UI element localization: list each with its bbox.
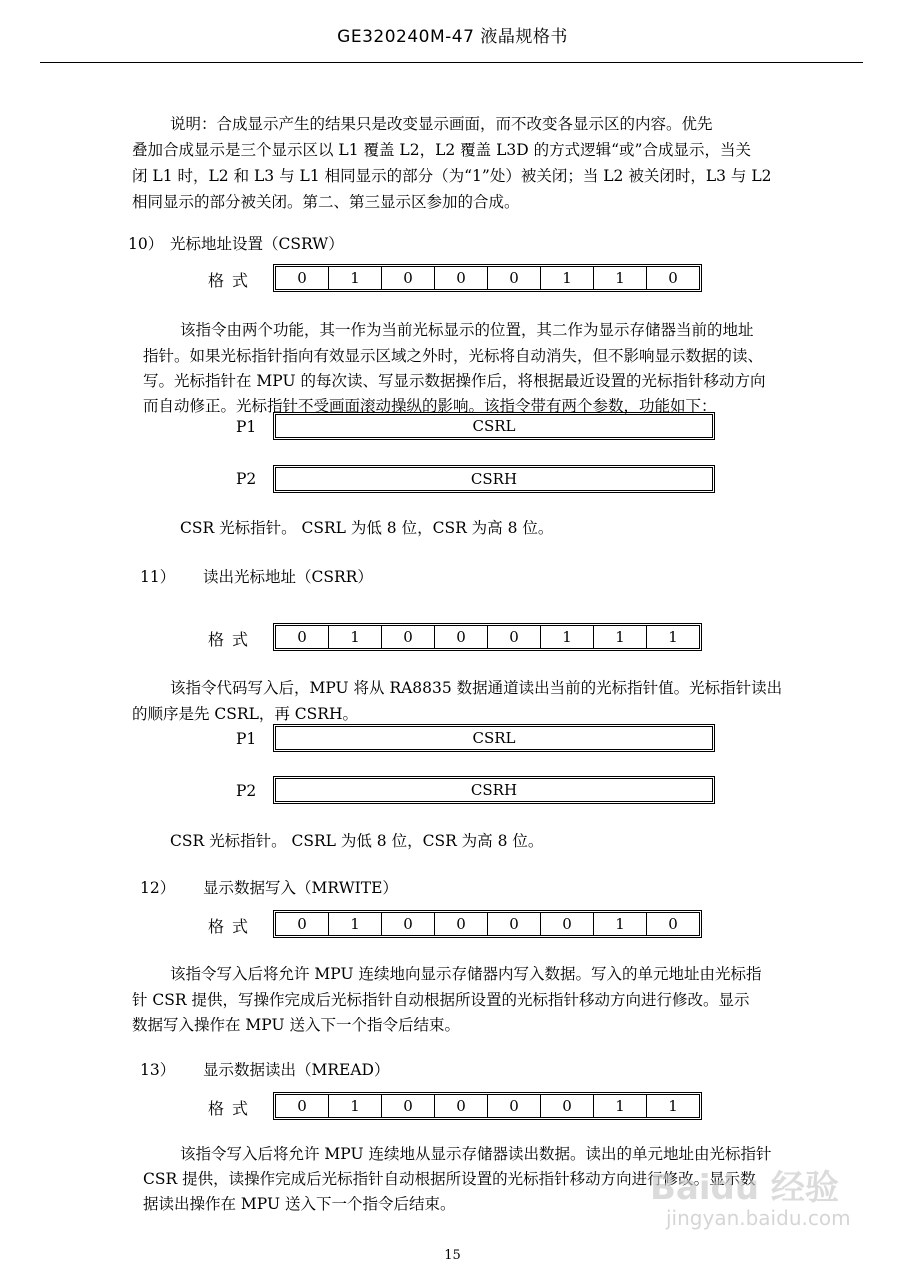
bit-cell: 1 [593, 626, 646, 648]
bit-cell: 0 [487, 626, 540, 648]
section-12-number: 12） [140, 879, 176, 897]
bit-cell: 0 [487, 1095, 540, 1117]
section-12-desc-line-2: 针 CSR 提供，写操作完成后光标指针自动根据所设置的光标指针移动方向进行修改。显示 [132, 991, 750, 1009]
bit-cell: 1 [646, 626, 699, 648]
section-13-number: 13） [140, 1061, 176, 1079]
document-title: GE320240M-47 液晶规格书 [337, 27, 568, 47]
param-label: P1 [236, 730, 257, 748]
section-10-desc-line-3: 写。光标指针在 MPU 的每次读、写显示数据操作后，将根据最近设置的光标指针移动方向 [143, 372, 766, 390]
section-13-desc-line-3: 据读出操作在 MPU 送入下一个指令后结束。 [143, 1195, 456, 1213]
bit-cell: 0 [297, 269, 307, 287]
bit-cell: 0 [434, 267, 487, 289]
bit-cell: 0 [434, 626, 487, 648]
header-divider [40, 62, 863, 63]
section-11-desc-line-1: 该指令代码写入后，MPU 将从 RA8835 数据通道读出当前的光标指针值。光标指针读出 [170, 679, 783, 697]
format-label: 格式 [208, 917, 257, 936]
section-11-note: CSR 光标指针。 CSRL 为低 8 位，CSR 为高 8 位。 [170, 832, 544, 850]
format-label: 格式 [208, 630, 257, 649]
param-box: CSRL [273, 412, 715, 440]
format-label: 格式 [208, 1099, 257, 1118]
bit-cell: 0 [540, 1095, 593, 1117]
section-12-desc-line-3: 数据写入操作在 MPU 送入下一个指令后结束。 [132, 1016, 460, 1034]
section-10-number: 10） [128, 235, 164, 253]
section-12-desc-line-1: 该指令写入后将允许 MPU 连续地向显示存储器内写入数据。写入的单元地址由光标指 [170, 965, 762, 983]
bit-cell: 1 [593, 913, 646, 935]
param-label: P2 [236, 782, 257, 800]
intro-line-2: 叠加合成显示是三个显示区以 L1 覆盖 L2，L2 覆盖 L3D 的方式逻辑“或”合成显示，当关 [132, 141, 751, 159]
bit-cell: 1 [540, 626, 593, 648]
param-box: CSRH [273, 465, 715, 493]
bit-cell: 0 [434, 913, 487, 935]
format-label: 格式 [208, 271, 257, 290]
bit-cell: 0 [487, 267, 540, 289]
section-10-desc-line-4: 而自动修正。光标指针不受画面滚动操纵的影响。该指令带有两个参数，功能如下： [143, 397, 717, 415]
bit-cell: 0 [381, 913, 434, 935]
section-11-number: 11） [140, 568, 176, 586]
section-10-note: CSR 光标指针。 CSRL 为低 8 位，CSR 为高 8 位。 [180, 519, 554, 537]
bit-cell: 1 [593, 267, 646, 289]
intro-line-1: 说明：合成显示产生的结果只是改变显示画面，而不改变各显示区的内容。优先 [170, 115, 713, 133]
bit-cell: 0 [381, 267, 434, 289]
section-10-desc-line-2: 指针。如果光标指针指向有效显示区域之外时，光标将自动消失，但不影响显示数据的读、 [143, 347, 764, 365]
page-number: 15 [444, 1248, 461, 1263]
section-13-desc-line-2: CSR 提供，读操作完成后光标指针自动根据所设置的光标指针移动方向进行修改。显示数 [143, 1170, 756, 1188]
bit-cell: 0 [646, 913, 699, 935]
section-10-desc-line-1: 该指令由两个功能，其一作为当前光标显示的位置，其二作为显示存储器当前的地址 [180, 321, 754, 339]
section-13-title: 显示数据读出（MREAD） [203, 1061, 390, 1079]
bit-cell: 1 [593, 1095, 646, 1117]
param-label: P2 [236, 470, 257, 488]
bit-cell: 0 [297, 915, 307, 933]
bit-cell: 0 [540, 913, 593, 935]
param-box: CSRH [273, 776, 715, 804]
section-13-desc-line-1: 该指令写入后将允许 MPU 连续地从显示存储器读出数据。读出的单元地址由光标指针 [180, 1145, 772, 1163]
bit-cell: 0 [381, 1095, 434, 1117]
intro-line-3: 闭 L1 时，L2 和 L3 与 L1 相同显示的部分（为“1”处）被关闭；当 L2 被关闭时，L3 与 L2 [132, 167, 772, 185]
bit-cell: 0 [487, 913, 540, 935]
watermark-url: jingyan.baidu.com [666, 1206, 851, 1230]
bit-cell: 1 [328, 267, 381, 289]
bit-cell: 1 [646, 1095, 699, 1117]
section-12-title: 显示数据写入（MRWITE） [203, 879, 398, 897]
bit-cell: 0 [434, 1095, 487, 1117]
bit-cell: 1 [540, 267, 593, 289]
instruction-code-table [273, 910, 702, 938]
bit-cell: 1 [328, 1095, 381, 1117]
section-10-title: 光标地址设置（CSRW） [170, 235, 344, 253]
baidu-watermark-logo: Baidu 经验 [650, 1168, 839, 1208]
intro-line-4: 相同显示的部分被关闭。第二、第三显示区参加的合成。 [132, 193, 520, 211]
instruction-code-table [273, 623, 702, 651]
bit-cell: 0 [646, 267, 699, 289]
param-box: CSRL [273, 724, 715, 752]
param-label: P1 [236, 418, 257, 436]
bit-cell: 0 [297, 1097, 307, 1115]
bit-cell: 0 [381, 626, 434, 648]
instruction-code-table [273, 1092, 702, 1120]
bit-cell: 1 [328, 913, 381, 935]
bit-cell: 0 [297, 628, 307, 646]
section-11-desc-line-2: 的顺序是先 CSRL，再 CSRH。 [132, 705, 358, 723]
instruction-code-table [273, 264, 702, 292]
section-11-title: 读出光标地址（CSRR） [203, 568, 373, 586]
bit-cell: 1 [328, 626, 381, 648]
